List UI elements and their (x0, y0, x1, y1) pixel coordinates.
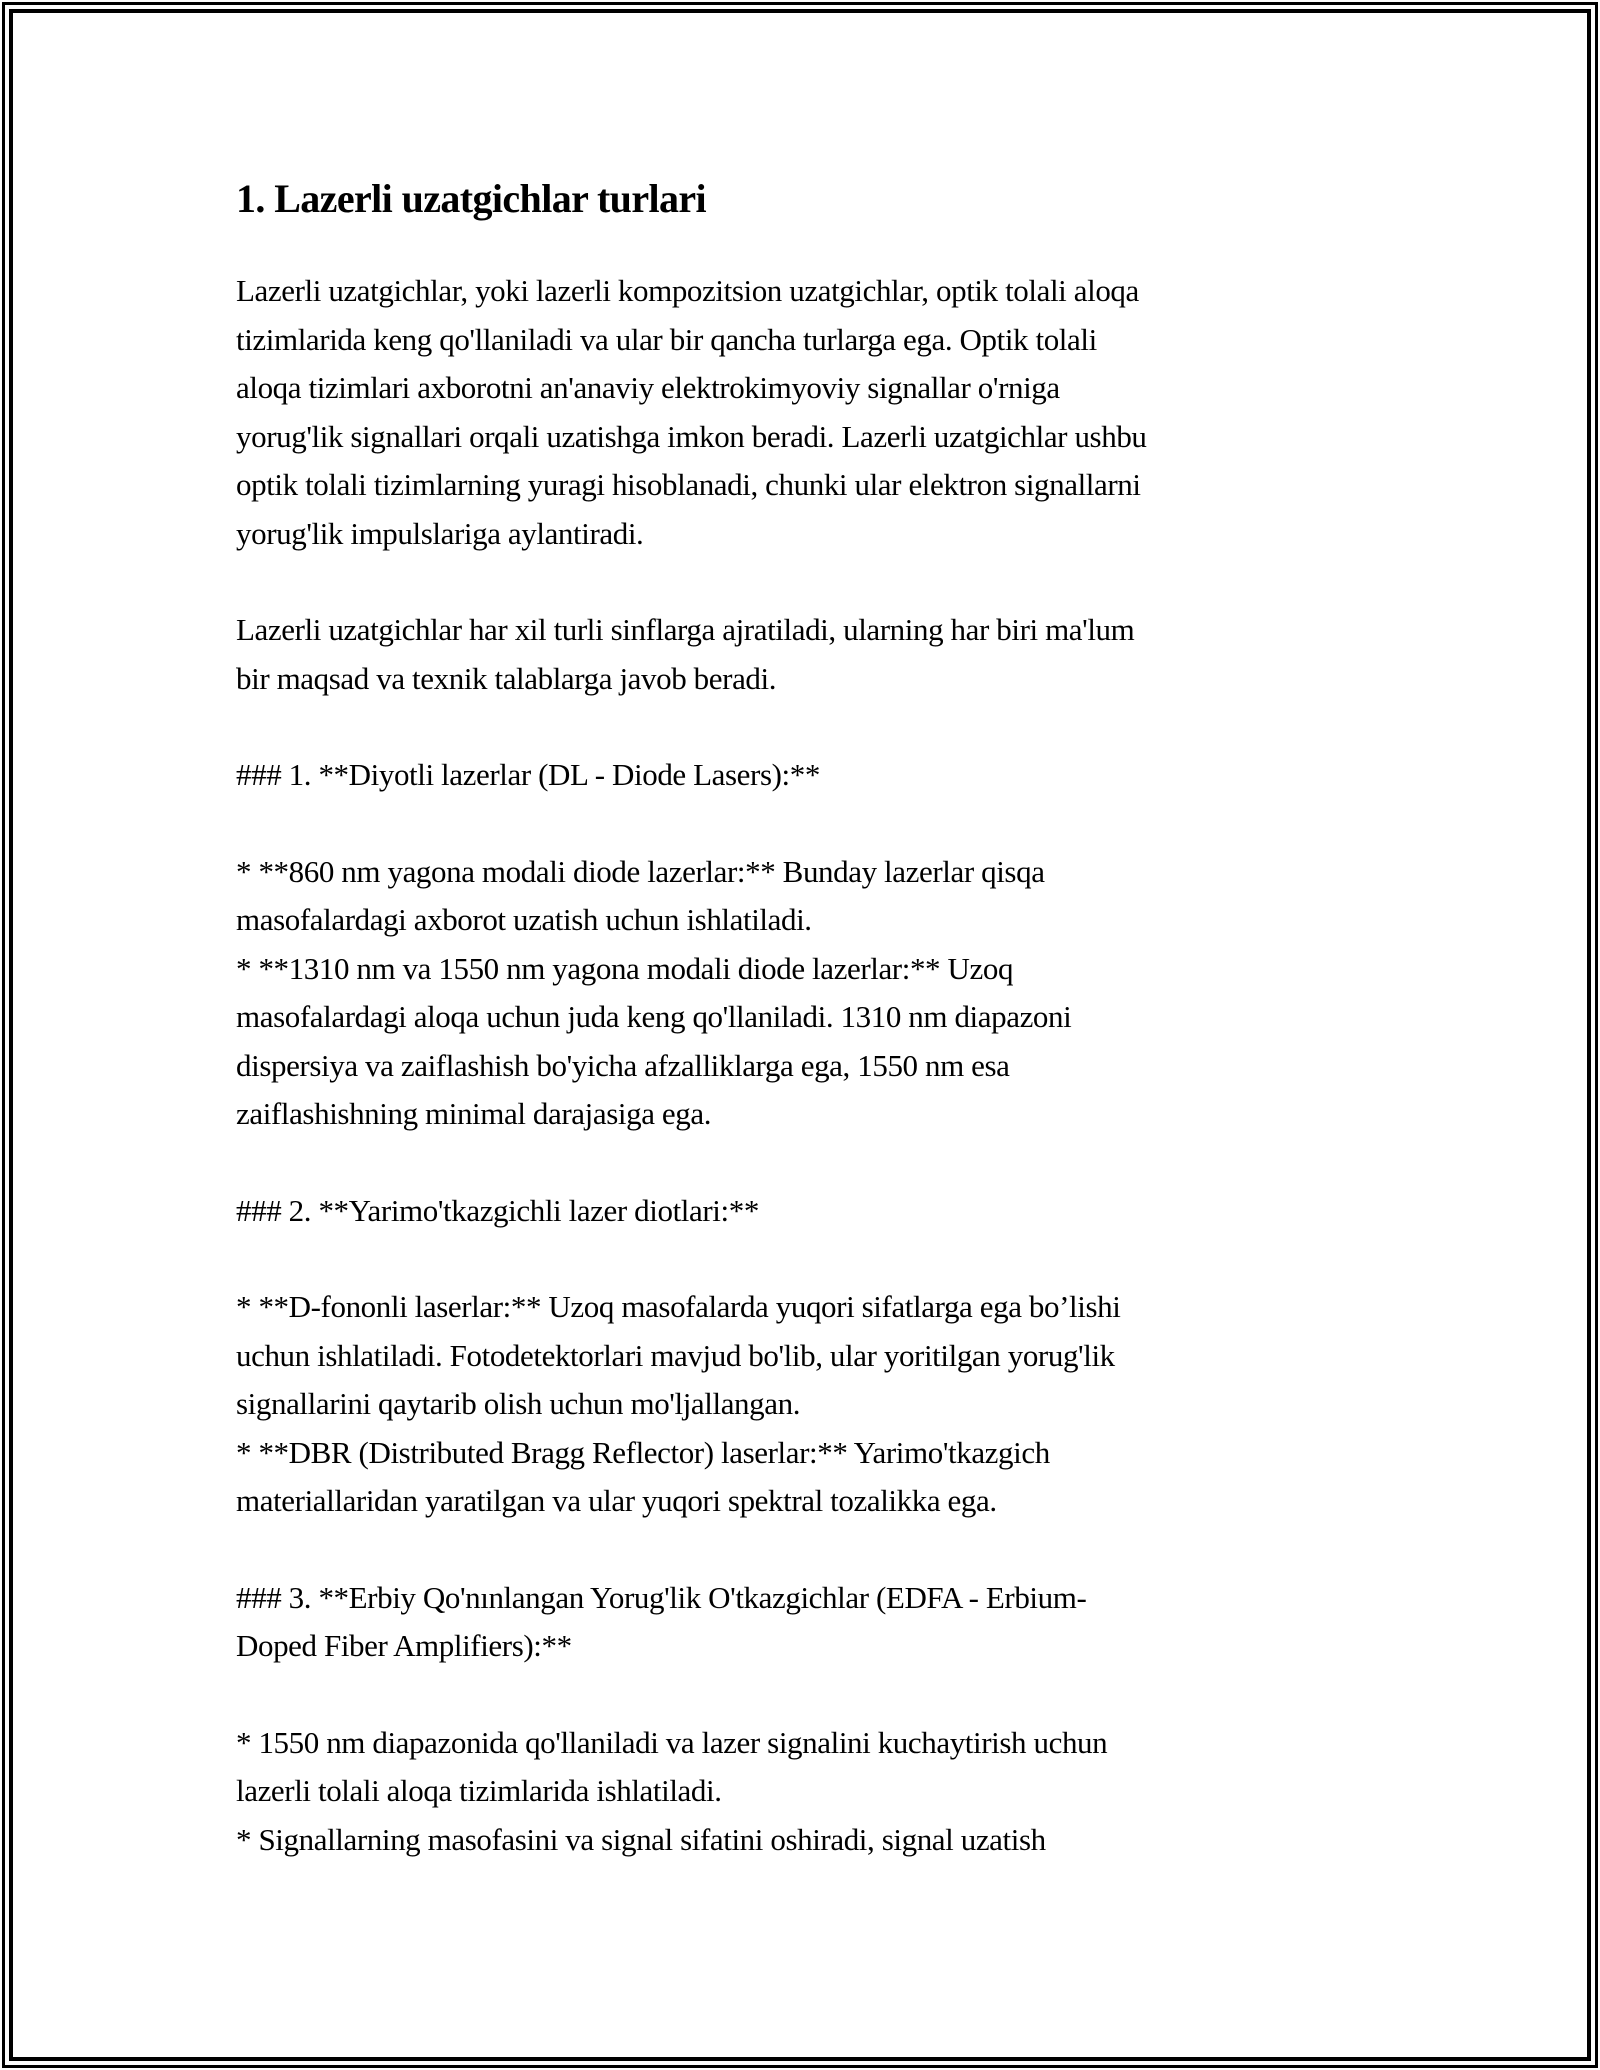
text-line: masofalardagi axborot uzatish uchun ishlatiladi. (236, 902, 812, 937)
text-line: Lazerli uzatgichlar, yoki lazerli kompozitsion uzatgichlar, optik tolali aloqa (236, 273, 1139, 308)
section-2-heading (236, 1187, 1426, 1236)
section-3-heading (236, 1574, 1426, 1671)
text-line: * **D-fononli laserlar:** Uzoq masofalarda yuqori sifatlarga ega bo’lishi (236, 1289, 1121, 1324)
section-1-body (236, 848, 1426, 1139)
text-line: uchun ishlatiladi. Fotodetektorlari mavjud bo'lib, ular yoritilgan yorug'lik (236, 1337, 1115, 1373)
section-3-body (236, 1719, 1426, 1865)
text-line: bir maqsad va texnik talablarga javob beradi. (236, 660, 777, 696)
text-line: * 1550 nm diapazonida qo'llaniladi va lazer signalini kuchaytirish uchun (236, 1724, 1108, 1760)
text-line: zaiflashishning minimal darajasiga ega. (236, 1096, 712, 1131)
text-line: * Signallarning masofasini va signal sifatini oshiradi, signal uzatish (236, 1821, 1046, 1857)
text-line: materiallaridan yaratilgan va ular yuqori spektral tozalikka ega. (236, 1483, 997, 1518)
text-line: yorug'lik impulslariga aylantiradi. (236, 515, 644, 551)
text-line: optik tolali tizimlarning yuragi hisoblanadi, chunki ular elektron signallarni (236, 467, 1141, 502)
section-2-body (236, 1283, 1426, 1526)
text-line: * **DBR (Distributed Bragg Reflector) laserlar:** Yarimo'tkazgich (236, 1434, 1050, 1470)
text-line: dispersiya va zaiflashish bo'yicha afzalliklarga ega, 1550 nm esa (236, 1047, 1010, 1083)
text-line: yorug'lik signallari orqali uzatishga imkon beradi. Lazerli uzatgichlar ushbu (236, 418, 1147, 454)
text-line: ### 2. **Yarimo'tkazgichli lazer diotlari:** (236, 1192, 759, 1228)
text-line: Doped Fiber Amplifiers):** (236, 1628, 572, 1663)
text-line: lazerli tolali aloqa tizimlarida ishlatiladi. (236, 1773, 722, 1808)
text-line: * **860 nm yagona modali diode lazerlar:** Bunday lazerlar qisqa (236, 853, 1045, 889)
document-content (236, 172, 1426, 1912)
paragraph-classification (236, 606, 1426, 703)
section-1-heading (236, 751, 1426, 800)
text-line: aloqa tizimlari axborotni an'anaviy elektrokimyoviy signallar o'rniga (236, 370, 1060, 405)
text-line: ### 1. **Diyotli lazerlar (DL - Diode Lasers):** (236, 757, 820, 792)
text-line: Lazerli uzatgichlar har xil turli sinflarga ajratiladi, ularning har biri ma'lum (236, 612, 1135, 647)
text-line: ### 3. **Erbiy Qo'nınlangan Yorug'lik O'tkazgichlar (EDFA - Erbium- (236, 1579, 1087, 1615)
text-line: tizimlarida keng qo'llaniladi va ular bir qancha turlarga ega. Optik tolali (236, 321, 1097, 357)
text-line: signallarini qaytarib olish uchun mo'ljallangan. (236, 1386, 801, 1421)
text-line: masofalardagi aloqa uchun juda keng qo'llaniladi. 1310 nm diapazoni (236, 999, 1072, 1034)
page-title: 1. Lazerli uzatgichlar turlari (236, 176, 707, 221)
paragraph-intro (236, 267, 1426, 558)
text-line: * **1310 nm va 1550 nm yagona modali diode lazerlar:** Uzoq (236, 950, 1014, 986)
